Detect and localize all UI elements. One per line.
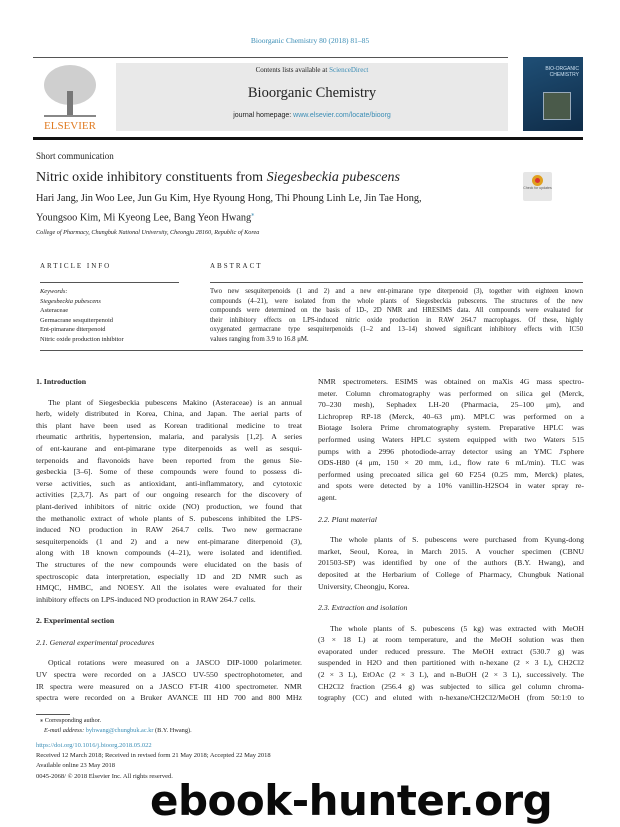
keyword: Asteraceae	[40, 307, 69, 315]
received-dates: Received 12 March 2018; Received in revised form 21 May 2018; Accepted 22 May 2018	[36, 752, 271, 760]
text-line: verse activities, such as antioxidant, anti-inflammatory, and cytotoxic	[36, 478, 302, 488]
general-procedures-paragraph	[36, 657, 302, 703]
text-line: (3 × 18 L) at room temperature, and the MeOH solution was then	[318, 635, 584, 645]
keyword: Siegesbeckia pubescens	[40, 297, 101, 305]
abstract-line: compounds were determined on the basis of 1D-, 2D NMR and HRESIMS data. All compounds were evaluated for	[210, 307, 583, 315]
email-note: E-mail address: byhwang@chungbuk.ac.kr (B.Y. Hwang).	[44, 727, 192, 734]
abstract-line: oxygenated germacrane type sesquiterpenoids (1–2 and 13–14) showed significant inhibitory effects with IC50	[210, 326, 583, 334]
journal-cover-image	[523, 57, 583, 131]
text-line: (2 × 3 L), EtOAc (2 × 3 L), and n-BuOH (2 × 3 L), successively. The	[318, 670, 584, 680]
elsevier-tree-icon	[40, 63, 101, 131]
divider	[210, 282, 583, 283]
text-line: herb, widely distributed in Korea, China, and Japan. The aerial parts of	[36, 409, 302, 419]
text-line: pumps with a 2996 photodiode-array detector using an YMC J'sphere	[318, 446, 584, 456]
header-thick-rule	[33, 137, 583, 140]
divider	[40, 282, 179, 283]
section-heading-introduction: 1. Introduction	[36, 377, 87, 386]
divider	[40, 350, 583, 351]
text-line: Lichroprep RP-18 (Merck, 40–63 μm). MPLC was performed on a	[318, 411, 584, 421]
introduction-paragraph	[36, 397, 302, 606]
text-line: CH2Cl2 fraction (256.4 g) was subjected to silica gel column chroma-	[318, 681, 584, 691]
text-line: plant-derived inhibitors of nitric oxide (NO) production, we found that	[36, 501, 302, 511]
homepage-link[interactable]: www.elsevier.com/locate/bioorg	[293, 112, 391, 119]
text-line: 201503-SP) was identified by one of the authors (B.Y. Hwang), and	[318, 558, 584, 568]
text-line: meter. Column chromatography was performed on silica gel (Merck,	[318, 388, 584, 398]
text-line: tography (CC) and eluted with n-hexane/CH2Cl2/MeOH (from 50:1:0 to	[318, 693, 584, 703]
subsection-heading-extraction: 2.3. Extraction and isolation	[318, 603, 408, 613]
section-heading-experimental: 2. Experimental section	[36, 616, 115, 626]
homepage-line: journal homepage: www.elsevier.com/locate/bioorg	[233, 112, 391, 119]
text-line: Optical rotations were measured on a JASCO DIP-1000 polarimeter.	[48, 658, 302, 668]
keyword: Germacrane sesquiterpenoid	[40, 316, 113, 324]
keyword: Nitric oxide production inhibitor	[40, 335, 124, 343]
text-line: activities [2,3,7]. As part of our ongoing research for the discovery of	[36, 490, 302, 500]
text-line: of ent-kaurane and ent-pimarane type diterpenoids as well as sesqui-	[36, 443, 302, 453]
text-line: Biotage Isolera Prime chromatography system. Preparative HPLC was	[318, 423, 584, 433]
text-line: The whole plants of S. pubescens (5 kg) was extracted with MeOH	[330, 623, 584, 633]
text-line: performed using precoated silica gel 60 F254 (0.25 mm, Merck) plates,	[318, 469, 584, 479]
text-line: gesbeckia [3–6]. Some of these compounds were found to possess di-	[36, 467, 302, 477]
text-line: UV spectra were recorded on a JASCO UV-550 spectrophotometer, and	[36, 670, 302, 680]
text-line: market, Seoul, Korea, in March 2015. A voucher specimen (CBNU	[318, 546, 584, 556]
general-procedures-continued	[318, 376, 584, 504]
subsection-heading-plant: 2.2. Plant material	[318, 514, 377, 524]
affiliation: College of Pharmacy, Chungbuk National University, Cheongju 28160, Republic of Korea	[36, 229, 260, 236]
text-line: inhibitory effects on LPS-induced NO production in RAW 264.7 cells.	[36, 594, 256, 604]
text-line: The structures of the new compounds were elucidated on the basis of	[36, 559, 302, 569]
text-line: The plant of Siegesbeckia pubescens Makino (Asteraceae) is an annual	[48, 397, 302, 407]
corresponding-author-mark[interactable]: ⁎	[251, 212, 255, 218]
text-line: this plant have been used as Korean traditional medicine to treat	[36, 420, 302, 430]
text-line: spectra were recorded on a Bruker AVANCE III HD 700 and 800 MHz	[36, 693, 302, 703]
contents-line: Contents lists available at ScienceDirect	[255, 66, 369, 74]
text-line: evaporated under reduced pressure. The MeOH extract (530.7 g) was	[318, 646, 584, 656]
text-line: ODS-H80 (4 μm, 150 × 20 mm, i.d., flow rate 6 mL/min). TLC was	[318, 458, 584, 468]
text-line: terpenoids and flavonoids have been reported from the genus Sie-	[36, 455, 302, 465]
text-line: the methanolic extract of whole plants of S. pubescens inhibited the LPS-	[36, 513, 302, 523]
check-for-updates-button[interactable]: Check for updates	[523, 172, 552, 201]
subsection-heading-general: 2.1. General experimental procedures	[36, 637, 155, 647]
svg-text:ELSEVIER: ELSEVIER	[44, 120, 96, 131]
journal-banner	[116, 63, 508, 131]
available-online: Available online 23 May 2018	[36, 762, 115, 770]
abstract-line: compounds (4–21), were isolated from the whole plants of Siegesbeckia pubescens. The structures of the new	[210, 297, 583, 305]
footnotes	[36, 716, 336, 736]
text-line: University, Cheongju, Korea.	[318, 581, 410, 591]
sciencedirect-link[interactable]: ScienceDirect	[329, 66, 369, 74]
watermark: ebook-hunter.org	[150, 776, 553, 825]
article-type: Short communication	[36, 151, 114, 161]
text-line: suspended in H2O and then partitioned with n-hexane (2 × 3 L), CH2Cl2	[318, 658, 584, 668]
plant-material-paragraph	[318, 534, 584, 592]
extraction-paragraph	[318, 623, 584, 704]
article-info-heading: ARTICLE INFO	[40, 262, 112, 270]
text-line: and spots were detected by a 10% vanillin-H2SO4 in water spray re-	[318, 481, 584, 491]
text-line: performed using Waters HPLC system equipped with two Waters 515	[318, 434, 584, 444]
keywords-label: Keywords:	[40, 288, 68, 295]
abstract-line: values ranging from 3.9 to 16.8 μM.	[210, 335, 309, 343]
header-rule	[33, 57, 508, 58]
cover-artwork	[543, 92, 571, 120]
email-link[interactable]: byhwang@chungbuk.ac.kr	[85, 727, 154, 734]
keywords-list	[40, 287, 190, 345]
right-column	[318, 376, 584, 704]
text-line: rheumatic arthritis, hypertension, malaria, and paralysis [1,2]. A series	[36, 432, 302, 442]
abstract-line: Two new sesquiterpenoids (1 and 2) and a new ent-pimarane type diterpenoid (3), together with eighteen known	[210, 288, 583, 295]
keyword: Ent-pimarane diterpenoid	[40, 326, 106, 334]
footnote-rule	[36, 714, 70, 715]
text-line: induced NO production in RAW 264.7 cells. Two new germacrane	[36, 525, 302, 535]
journal-name: Bioorganic Chemistry	[247, 85, 377, 101]
text-line: 70–230 mesh), Sephadex LH-20 (Pharmacia, 25–100 μm), and	[318, 400, 584, 410]
abstract-heading: ABSTRACT	[210, 262, 263, 270]
abstract-text	[210, 287, 583, 345]
text-line: sesquiterpenoids (1 and 2) and a new ent-pimarane diterpenoid (3),	[36, 536, 302, 546]
article-title: Nitric oxide inhibitory constituents from Siegesbeckia pubescens	[36, 170, 400, 185]
journal-citation[interactable]: Bioorganic Chemistry 80 (2018) 81–85	[250, 36, 370, 45]
doi-link[interactable]: https://doi.org/10.1016/j.bioorg.2018.05.022	[36, 742, 152, 749]
corresponding-author-note: ⁎ Corresponding author.	[40, 717, 102, 724]
elsevier-logo	[40, 63, 101, 131]
text-line: along with 18 known compounds (4–21), were isolated and identified.	[36, 548, 302, 558]
cover-title: BIO-ORGANIC CHEMISTRY	[545, 66, 579, 78]
text-line: IR spectra were measured on a JASCO FT-IR 4100 spectrometer. NMR	[36, 681, 302, 691]
text-line: deposited at the Herbarium of College of Pharmacy, Chungbuk National	[318, 569, 584, 579]
left-column	[36, 376, 302, 704]
text-line: The whole plants of S. pubescens were purchased from Kyung-dong	[330, 535, 584, 545]
text-line: agent.	[318, 492, 337, 502]
text-line: HMQC, HMBC, and NOESY. All the isolates were evaluated for their	[36, 583, 302, 593]
text-line: NMR spectrometers. ESIMS was obtained on maXis 4G mass spectro-	[318, 377, 584, 386]
crossmark-icon	[532, 175, 543, 186]
text-line: spectroscopic data interpretation, especially 1D and 2D NMR such as	[36, 571, 302, 581]
copyright: 0045-2068/ © 2018 Elsevier Inc. All rights reserved.	[36, 772, 173, 780]
author-list: Hari Jang, Jin Woo Lee, Jun Gu Kim, Hye Ryoung Hong, Thi Phoung Linh Le, Jin Tae Hong, Youngsoo Kim, Mi Kyeong Lee, Bang Yeon Hwang⁎	[36, 193, 422, 224]
abstract-line: their inhibitory effects on LPS-induced nitric oxide production in RAW 264.7 macrophages. Of these, highly	[210, 316, 583, 324]
